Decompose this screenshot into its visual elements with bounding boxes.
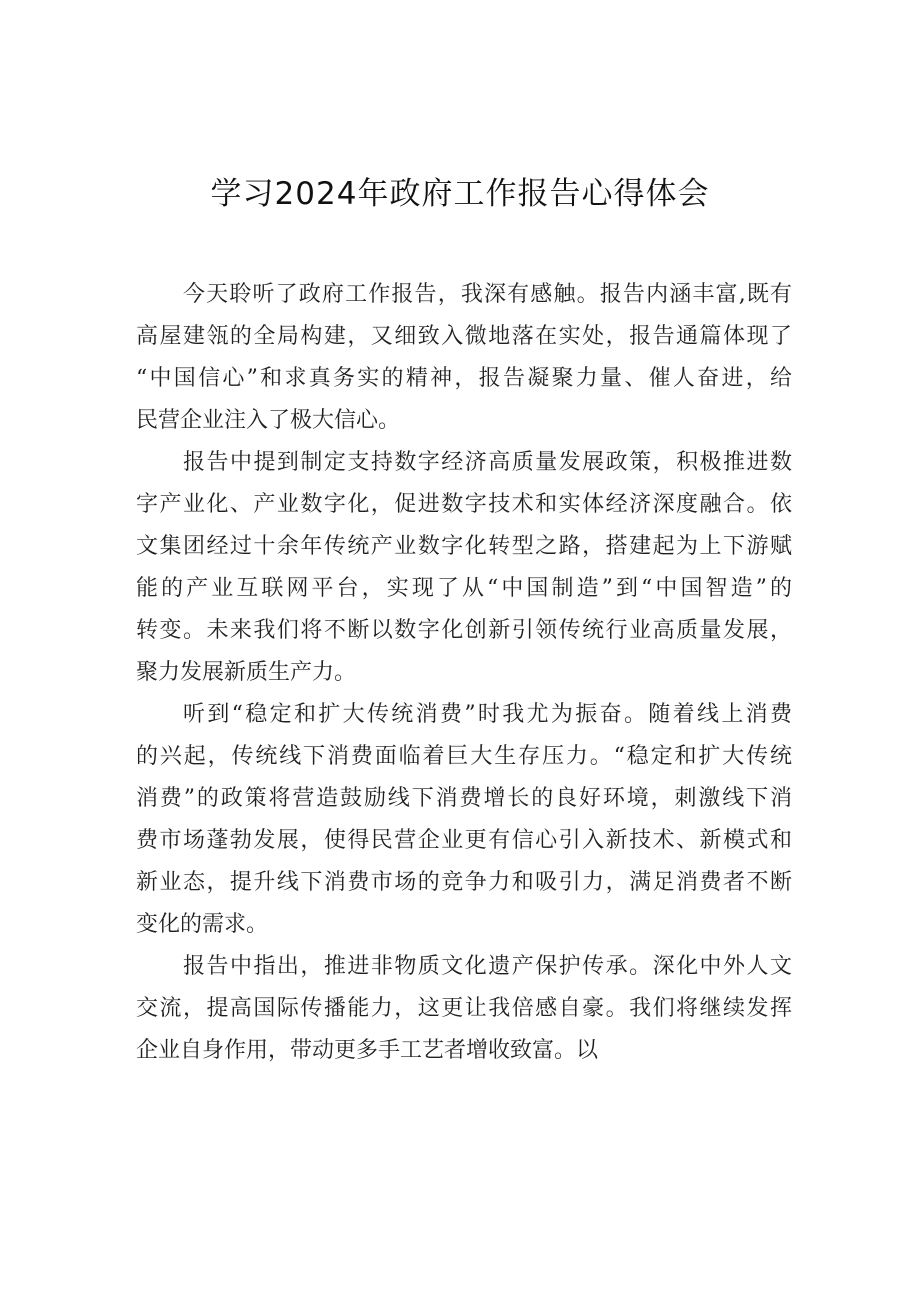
text-line: 消费”的政策将营造鼓励线下消费增长的良好环境，刺激线下消: [136, 786, 792, 811]
text-line: “中国信心”和求真务实的精神，报告凝聚力量、催人奋进，给: [136, 366, 792, 391]
document-title: 学习2024年政府工作报告心得体会: [210, 176, 710, 212]
text-line: 费市场蓬勃发展，使得民营企业更有信心引入新技术、新模式和: [136, 828, 792, 853]
text-line: 新业态，提升线下消费市场的竞争力和吸引力，满足消费者不断: [136, 870, 792, 895]
paragraph-4: [136, 946, 792, 1072]
text-line: 交流，提高国际传播能力，这更让我倍感自豪。我们将继续发挥: [136, 996, 792, 1021]
text-line: 聚力发展新质生产力。: [136, 660, 357, 685]
paragraph-3: [136, 694, 792, 946]
text-line: 今天聆听了政府工作报告，我深有感触。报告内涵丰富,既有: [183, 282, 792, 307]
text-line: 字产业化、产业数字化，促进数字技术和实体经济深度融合。依: [136, 492, 792, 517]
text-line: 能的产业互联网平台，实现了从“中国制造”到“中国智造”的: [136, 576, 792, 601]
text-line: 文集团经过十余年传统产业数字化转型之路，搭建起为上下游赋: [136, 534, 792, 559]
text-line: 转变。未来我们将不断以数字化创新引领传统行业高质量发展，: [136, 618, 792, 643]
text-line: 高屋建瓴的全局构建，又细致入微地落在实处，报告通篇体现了: [136, 324, 792, 349]
text-line: 的兴起，传统线下消费面临着巨大生存压力。“稳定和扩大传统: [136, 744, 792, 769]
document-body: [136, 274, 792, 1072]
text-line: 民营企业注入了极大信心。: [136, 408, 401, 433]
text-line: 企业自身作用，带动更多手工艺者增收致富。以: [136, 1038, 599, 1063]
paragraph-1: [136, 274, 792, 442]
text-line: 报告中提到制定支持数字经济高质量发展政策，积极推进数: [183, 450, 792, 475]
text-line: 听到“稳定和扩大传统消费”时我尤为振奋。随着线上消费: [183, 702, 792, 727]
text-line: 报告中指出，推进非物质文化遗产保护传承。深化中外人文: [183, 954, 792, 979]
text-line: 变化的需求。: [136, 912, 269, 937]
paragraph-2: [136, 442, 792, 694]
